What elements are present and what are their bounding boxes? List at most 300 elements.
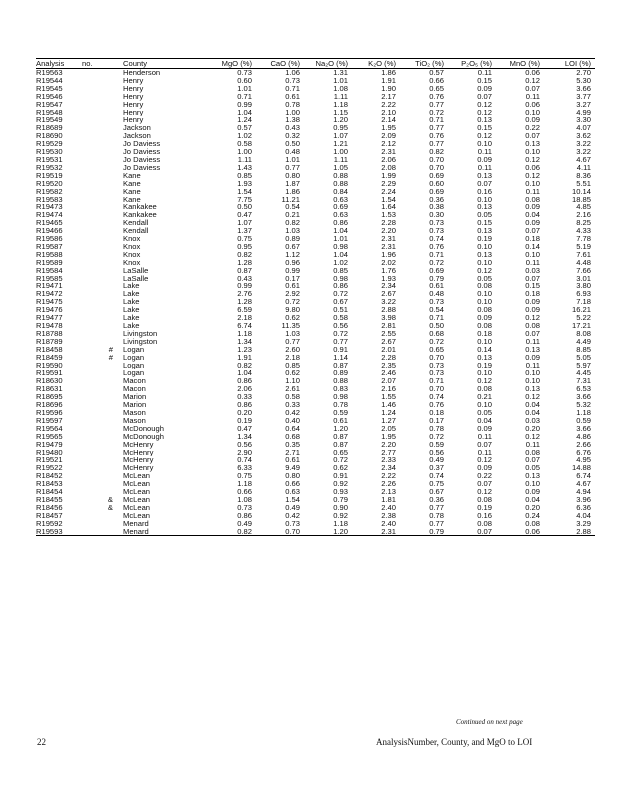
cell-na2o: 0.65	[333, 448, 348, 457]
cell-tio2: 0.77	[429, 519, 444, 528]
cell-mno: 0.10	[525, 179, 540, 188]
cell-mgo: 0.47	[237, 211, 252, 220]
cell-p2o5: 0.16	[477, 511, 492, 520]
cell-loi: 3.22	[576, 140, 591, 149]
cell-p2o5: 0.15	[477, 124, 492, 133]
cell-tio2: 0.50	[429, 322, 444, 330]
cell-na2o: 1.08	[333, 84, 348, 93]
cell-analysis: R19520	[36, 179, 63, 188]
cell-k2o: 2.38	[381, 511, 396, 520]
cell-p2o5: 0.05	[477, 211, 492, 220]
cell-na2o: 0.87	[333, 361, 348, 370]
cell-county: Jo Daviess	[123, 140, 161, 149]
cell-no	[76, 275, 117, 283]
cell-tio2: 0.73	[429, 219, 444, 228]
cell-no	[76, 77, 117, 85]
cell-mno: 0.14	[525, 242, 540, 251]
cell-k2o: 2.88	[381, 306, 396, 315]
cell-mno: 0.09	[525, 219, 540, 228]
cell-no	[76, 385, 117, 393]
cell-cao: 9.49	[285, 464, 300, 473]
cell-cao: 0.77	[285, 337, 300, 346]
cell-analysis: R19546	[36, 92, 63, 101]
cell-county: Jo Daviess	[123, 148, 161, 156]
page-caption: AnalysisNumber, County, and MgO to LOI	[376, 737, 533, 747]
cell-no	[76, 156, 117, 164]
cell-cao: 0.48	[285, 148, 300, 156]
cell-na2o: 0.63	[333, 195, 348, 204]
cell-cao: 0.61	[285, 456, 300, 465]
cell-analysis: R18455	[36, 495, 63, 504]
cell-p2o5: 0.13	[477, 116, 492, 125]
cell-analysis: R18696	[36, 401, 63, 409]
cell-k2o: 2.55	[381, 329, 396, 338]
table-row	[36, 385, 595, 393]
cell-mno: 0.09	[525, 306, 540, 315]
cell-na2o: 0.77	[333, 337, 348, 346]
cell-mno: 0.10	[525, 108, 540, 117]
cell-mgo: 0.82	[237, 361, 252, 370]
cell-mgo: 0.99	[237, 282, 252, 291]
cell-tio2: 0.73	[429, 298, 444, 307]
cell-na2o: 0.87	[333, 432, 348, 441]
cell-na2o: 1.01	[333, 235, 348, 243]
cell-cao: 0.96	[285, 258, 300, 267]
cell-k2o: 1.27	[381, 416, 396, 425]
table-row	[36, 259, 595, 267]
cell-mgo: 6.59	[237, 306, 252, 315]
cell-loi: 5.30	[576, 76, 591, 85]
cell-cao: 1.01	[285, 155, 300, 164]
table-header-row	[36, 59, 595, 69]
table-row	[36, 109, 595, 117]
cell-p2o5: 0.09	[477, 155, 492, 164]
cell-k2o: 1.91	[381, 76, 396, 85]
cell-p2o5: 0.11	[477, 163, 492, 172]
cell-mgo: 1.91	[237, 353, 252, 362]
cell-k2o: 2.14	[381, 116, 396, 125]
cell-analysis: R19563	[36, 68, 63, 77]
cell-mno: 0.08	[525, 519, 540, 528]
cell-k2o: 2.40	[381, 519, 396, 528]
table-row	[36, 354, 595, 362]
cell-county: McHenry	[123, 456, 154, 465]
cell-cao: 0.85	[285, 361, 300, 370]
cell-county: Livingston	[123, 329, 158, 338]
cell-mno: 0.06	[525, 163, 540, 172]
cell-tio2: 0.69	[429, 187, 444, 196]
table-row	[36, 290, 595, 298]
cell-loi: 5.05	[576, 353, 591, 362]
table-row	[36, 85, 595, 93]
cell-loi: 4.49	[576, 337, 591, 346]
cell-county: Mason	[123, 416, 146, 425]
cell-mgo: 0.95	[237, 242, 252, 251]
cell-cao: 11.21	[281, 195, 300, 204]
table-row	[36, 314, 595, 322]
cell-k2o: 2.40	[381, 503, 396, 512]
table-row	[36, 298, 595, 306]
cell-na2o: 0.85	[333, 266, 348, 275]
cell-p2o5: 0.13	[477, 171, 492, 180]
cell-p2o5: 0.09	[477, 84, 492, 93]
cell-analysis: R19478	[36, 322, 63, 330]
cell-na2o: 0.62	[333, 464, 348, 473]
cell-tio2: 0.37	[429, 464, 444, 473]
cell-na2o: 0.83	[333, 385, 348, 394]
cell-analysis: R19548	[36, 108, 63, 117]
cell-k2o: 2.07	[381, 377, 396, 386]
cell-na2o: 1.20	[305, 528, 353, 536]
table-row	[36, 512, 595, 520]
cell-p2o5: 0.11	[477, 448, 492, 457]
cell-no	[76, 298, 117, 306]
cell-mgo: 1.43	[237, 163, 252, 172]
cell-loi: 2.16	[576, 211, 591, 220]
cell-k2o: 2.26	[381, 480, 396, 489]
cell-no	[76, 338, 117, 346]
cell-na2o: 1.14	[333, 353, 348, 362]
cell-tio2: 0.59	[429, 440, 444, 449]
cell-mno: 0.13	[525, 140, 540, 149]
cell-na2o: 1.11	[333, 155, 348, 164]
cell-cao: 0.68	[285, 432, 300, 441]
cell-county: Henderson	[123, 68, 161, 77]
cell-mno: 0.15	[525, 282, 540, 291]
cell-no	[76, 449, 117, 457]
column-header-no: no.	[76, 59, 117, 69]
continued-note: Continued on next page	[456, 718, 523, 726]
cell-cao: 0.89	[285, 235, 300, 243]
cell-mgo: 0.57	[237, 124, 252, 133]
cell-no	[76, 267, 117, 275]
cell-na2o: 0.87	[333, 440, 348, 449]
cell-na2o: 0.59	[333, 408, 348, 417]
cell-na2o: 1.15	[333, 108, 348, 117]
cell-loi: 3.77	[576, 92, 591, 101]
cell-county: Kankakee	[123, 211, 157, 220]
cell-loi: 3.01	[576, 274, 591, 283]
analysis-table	[36, 58, 595, 536]
cell-na2o: 0.61	[333, 416, 348, 425]
cell-mgo: 0.86	[237, 377, 252, 386]
table-row	[36, 188, 595, 196]
cell-county: Kankakee	[123, 203, 157, 212]
cell-mno: 0.05	[525, 464, 540, 473]
cell-loi: 14.88	[571, 464, 591, 473]
cell-analysis: R18695	[36, 393, 63, 402]
cell-no	[76, 456, 117, 464]
cell-mno: 0.08	[525, 195, 540, 204]
table-row	[36, 417, 595, 425]
cell-analysis: R19475	[36, 298, 63, 307]
cell-mgo: 0.85	[237, 171, 252, 180]
cell-na2o: 0.72	[333, 329, 348, 338]
cell-mno: 0.12	[525, 171, 540, 180]
cell-na2o: 0.69	[333, 203, 348, 212]
table-row	[36, 93, 595, 101]
cell-tio2: 0.72	[429, 432, 444, 441]
cell-county: LaSalle	[123, 274, 149, 283]
cell-p2o5: 0.15	[477, 219, 492, 228]
cell-k2o: 1.90	[381, 84, 396, 93]
cell-loi: 3.27	[576, 100, 591, 109]
cell-analysis: R19532	[36, 163, 63, 172]
cell-cao: 0.54	[285, 203, 300, 212]
cell-mno: 0.09	[525, 488, 540, 496]
cell-mno: 0.08	[525, 448, 540, 457]
cell-mgo: 0.82	[209, 528, 257, 536]
cell-tio2: 0.70	[429, 385, 444, 394]
cell-cao: 0.43	[285, 124, 300, 133]
cell-no	[76, 235, 117, 243]
cell-mno: 0.24	[525, 511, 540, 520]
cell-county: Henry	[123, 116, 144, 125]
cell-p2o5: 0.10	[477, 242, 492, 251]
table-row	[36, 377, 595, 385]
cell-mno: 0.03	[525, 266, 540, 275]
cell-loi: 16.21	[571, 306, 591, 315]
cell-p2o5: 0.10	[477, 337, 492, 346]
cell-p2o5: 0.10	[477, 195, 492, 204]
cell-na2o: 1.01	[333, 76, 348, 85]
cell-k2o: 2.31	[353, 528, 401, 536]
cell-county: Macon	[123, 377, 146, 386]
cell-county: Henry	[123, 84, 144, 93]
cell-no	[76, 290, 117, 298]
cell-mno: 0.22	[525, 124, 540, 133]
cell-no	[76, 188, 117, 196]
cell-analysis: R19582	[36, 187, 63, 196]
cell-tio2: 0.74	[429, 393, 444, 402]
cell-county: McLean	[123, 495, 151, 504]
cell-tio2: 0.82	[429, 148, 444, 156]
cell-loi: 5.51	[576, 179, 591, 188]
cell-county: Kane	[123, 195, 141, 204]
cell-k2o: 2.28	[381, 219, 396, 228]
cell-p2o5: 0.13	[477, 227, 492, 236]
cell-county: Jo Daviess	[123, 163, 161, 172]
cell-p2o5: 0.10	[477, 298, 492, 307]
cell-loi: 6.76	[576, 448, 591, 457]
cell-cao: 0.42	[285, 408, 300, 417]
table-body	[36, 69, 595, 536]
cell-k2o: 2.20	[381, 227, 396, 236]
cell-loi: 3.22	[576, 148, 591, 156]
cell-analysis: R19476	[36, 306, 63, 315]
cell-mno: 0.06	[497, 528, 545, 536]
cell-no	[76, 401, 117, 409]
cell-cao: 0.80	[285, 171, 300, 180]
cell-loi: 3.66	[576, 424, 591, 433]
cell-na2o: 0.88	[333, 179, 348, 188]
cell-no	[76, 251, 117, 259]
cell-cao: 1.03	[285, 227, 300, 236]
table-row	[36, 164, 595, 172]
cell-tio2: 0.30	[429, 211, 444, 220]
cell-tio2: 0.71	[429, 250, 444, 259]
cell-k2o: 2.67	[381, 337, 396, 346]
cell-mno: 0.18	[525, 235, 540, 243]
cell-p2o5: 0.12	[477, 488, 492, 496]
cell-p2o5: 0.08	[477, 519, 492, 528]
cell-mgo: 1.08	[237, 495, 252, 504]
cell-k2o: 2.29	[381, 179, 396, 188]
cell-k2o: 1.53	[381, 211, 396, 220]
cell-tio2: 0.73	[429, 361, 444, 370]
cell-county: Henry	[123, 108, 144, 117]
cell-cao: 0.99	[285, 266, 300, 275]
column-header-county: County	[117, 59, 209, 69]
cell-tio2: 0.67	[429, 488, 444, 496]
cell-no	[76, 211, 117, 219]
cell-p2o5: 0.09	[477, 314, 492, 322]
cell-k2o: 2.22	[381, 472, 396, 481]
table-row	[36, 480, 595, 488]
cell-county: Lake	[123, 282, 140, 291]
cell-no	[76, 417, 117, 425]
cell-p2o5: 0.08	[477, 282, 492, 291]
table-row	[36, 322, 595, 330]
cell-loi: 8.25	[576, 219, 591, 228]
cell-p2o5: 0.08	[477, 306, 492, 315]
cell-mno: 0.20	[525, 424, 540, 433]
cell-cao: 0.66	[285, 480, 300, 489]
cell-no	[76, 362, 117, 370]
cell-mgo: 1.28	[237, 258, 252, 267]
table-row	[36, 504, 595, 512]
cell-analysis: R19592	[36, 519, 63, 528]
cell-loi: 8.85	[576, 345, 591, 354]
cell-county: LaSalle	[123, 266, 149, 275]
cell-k2o: 2.12	[381, 140, 396, 149]
cell-mno: 0.12	[525, 76, 540, 85]
cell-loi: 4.94	[576, 488, 591, 496]
cell-analysis: R19564	[36, 424, 63, 433]
cell-no	[76, 409, 117, 417]
cell-mgo: 0.33	[237, 393, 252, 402]
cell-k2o: 2.17	[381, 92, 396, 101]
cell-county: Knox	[123, 242, 141, 251]
table-row	[36, 219, 595, 227]
cell-cao: 11.35	[281, 322, 300, 330]
cell-no	[76, 243, 117, 251]
cell-mno: 0.03	[525, 416, 540, 425]
cell-mgo: 1.93	[237, 179, 252, 188]
cell-p2o5: 0.12	[477, 456, 492, 465]
cell-loi: 6.36	[576, 503, 591, 512]
table-row	[36, 362, 595, 370]
cell-loi: 4.11	[576, 163, 591, 172]
cell-analysis: R19565	[36, 432, 63, 441]
cell-no	[76, 433, 117, 441]
cell-p2o5: 0.19	[477, 235, 492, 243]
cell-cao: 0.70	[257, 528, 305, 536]
cell-county: Macon	[123, 385, 146, 394]
cell-cao: 1.54	[285, 495, 300, 504]
cell-mgo: 0.71	[237, 92, 252, 101]
cell-p2o5: 0.07	[477, 480, 492, 489]
cell-k2o: 1.76	[381, 266, 396, 275]
cell-no	[76, 306, 117, 314]
cell-k2o: 3.22	[381, 298, 396, 307]
cell-mno: 0.11	[525, 187, 540, 196]
cell-p2o5: 0.12	[477, 100, 492, 109]
cell-cao: 0.64	[285, 424, 300, 433]
cell-p2o5: 0.09	[477, 424, 492, 433]
cell-k2o: 2.28	[381, 353, 396, 362]
table-row	[36, 156, 595, 164]
cell-analysis: R19472	[36, 290, 63, 299]
table-row	[36, 520, 595, 528]
cell-cao: 1.86	[285, 187, 300, 196]
cell-no	[76, 180, 117, 188]
cell-na2o: 0.95	[333, 124, 348, 133]
cell-analysis: R19480	[36, 448, 63, 457]
cell-k2o: 1.64	[381, 203, 396, 212]
cell-analysis: R18454	[36, 488, 63, 496]
table-row	[36, 472, 595, 480]
cell-cao: 0.82	[285, 219, 300, 228]
cell-p2o5: 0.16	[477, 187, 492, 196]
cell-county: Henry	[123, 100, 144, 109]
cell-k2o: 2.67	[381, 290, 396, 299]
cell-no	[76, 227, 117, 235]
cell-tio2: 0.66	[429, 76, 444, 85]
cell-mno: 0.06	[525, 100, 540, 109]
cell-p2o5: 0.11	[477, 148, 492, 156]
cell-analysis: R18690	[36, 132, 63, 141]
cell-p2o5: 0.13	[477, 250, 492, 259]
table-row	[36, 77, 595, 85]
cell-tio2: 0.79	[401, 528, 449, 536]
cell-na2o: 1.20	[333, 116, 348, 125]
cell-na2o: 0.72	[333, 456, 348, 465]
cell-loi: 5.22	[576, 314, 591, 322]
cell-na2o: 0.91	[333, 472, 348, 481]
cell-cao: 1.06	[285, 68, 300, 77]
cell-mgo: 1.34	[237, 432, 252, 441]
cell-loi: 7.78	[576, 235, 591, 243]
cell-analysis: R19545	[36, 84, 63, 93]
cell-k2o: 2.77	[381, 448, 396, 457]
cell-cao: 0.33	[285, 401, 300, 409]
cell-cao: 1.00	[285, 108, 300, 117]
cell-analysis: R18631	[36, 385, 63, 394]
cell-mgo: 0.47	[237, 424, 252, 433]
cell-mno: 0.18	[525, 290, 540, 299]
cell-cao: 0.21	[285, 211, 300, 220]
table-row	[36, 409, 595, 417]
table-row	[36, 101, 595, 109]
cell-mno: 0.11	[525, 92, 540, 101]
analysis-table-container	[36, 58, 591, 536]
cell-cao: 0.67	[285, 242, 300, 251]
cell-loi: 0.59	[576, 416, 591, 425]
cell-no	[76, 196, 117, 204]
cell-na2o: 0.63	[333, 211, 348, 220]
table-row	[36, 425, 595, 433]
column-header-loi: LOI (%)	[545, 59, 595, 69]
cell-mno: 0.10	[525, 250, 540, 259]
cell-no	[76, 377, 117, 385]
table-row	[36, 282, 595, 290]
cell-tio2: 0.70	[429, 353, 444, 362]
cell-analysis: R18456	[36, 503, 63, 512]
cell-analysis: R19591	[36, 369, 63, 378]
cell-no	[76, 512, 117, 520]
column-header-tio2: TiO₂ (%)	[401, 59, 449, 69]
